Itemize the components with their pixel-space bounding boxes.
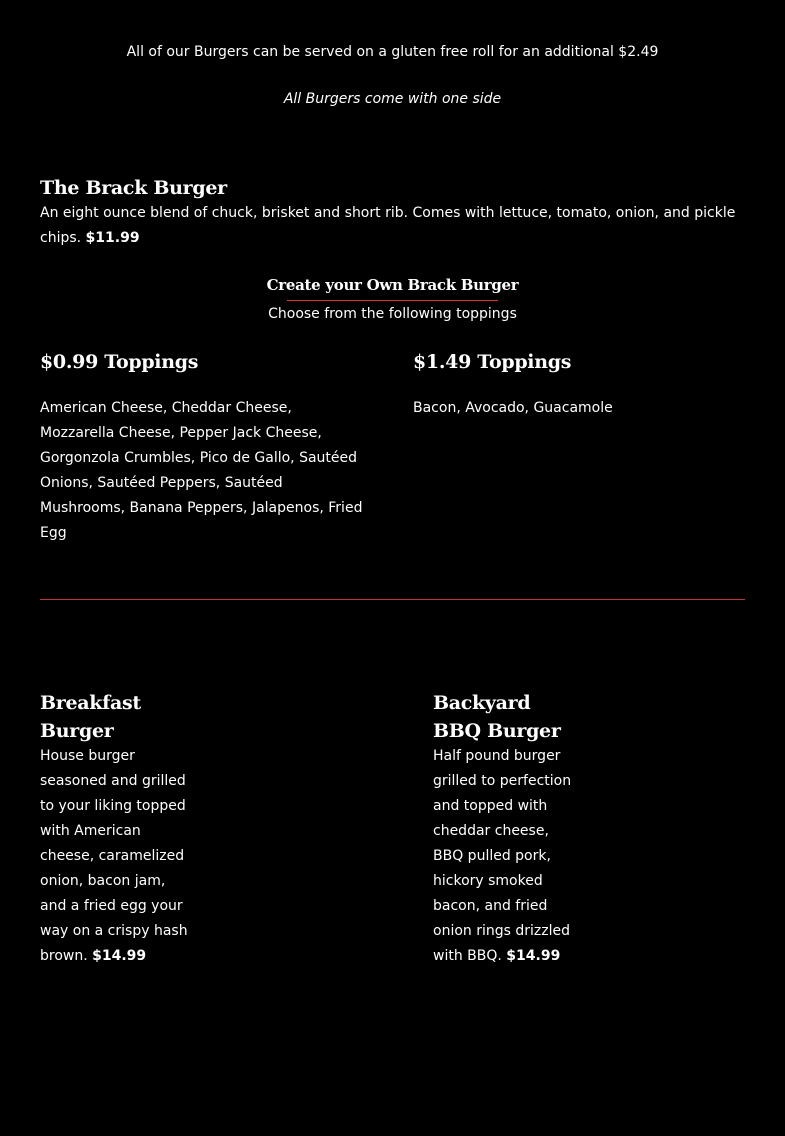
- bbq-burger-title: Backyard BBQ Burger: [433, 692, 561, 742]
- brack-burger-desc-text: An eight ounce blend of chuck, brisket and short rib. Comes with lettuce, tomato, onion, and pickle chips.: [40, 205, 736, 246]
- side-note: All Burgers come with one side: [283, 91, 502, 107]
- create-own-subtitle: Choose from the following toppings: [268, 306, 517, 322]
- toppings-149-heading: $1.49 Toppings: [413, 351, 572, 373]
- bbq-burger-price: $14.99: [506, 948, 561, 964]
- toppings-099-list: American Cheese, Cheddar Cheese, Mozzarella Cheese, Pepper Jack Cheese, Gorgonzola Crumbles, Pico de Gallo, Sautéed Onions, Sautéed Peppers, Sautéed Mushrooms, Banana Peppers, Jalapenos, Fried Egg: [40, 400, 363, 541]
- bbq-burger-desc-text: Half pound burger grilled to perfection and topped with cheddar cheese, BBQ pulled pork, hickory smoked bacon, and fried onion rings drizzled with BBQ.: [433, 748, 572, 964]
- breakfast-burger-desc-text: House burger seasoned and grilled to your liking topped with American cheese, caramelized onion, bacon jam, and a fried egg your way on a crispy hash brown.: [40, 748, 188, 964]
- breakfast-burger-title: Breakfast Burger: [40, 692, 141, 742]
- toppings-149-list: Bacon, Avocado, Guacamole: [413, 400, 613, 416]
- section-divider: [40, 599, 745, 600]
- breakfast-burger-price: $14.99: [92, 948, 147, 964]
- brack-burger-price: $11.99: [85, 230, 140, 246]
- brack-burger-description: [40, 201, 740, 251]
- create-own-underline: [287, 300, 498, 301]
- create-own-title: Create your Own Brack Burger: [266, 276, 519, 294]
- breakfast-burger-description: [40, 744, 190, 969]
- bbq-burger-description: [433, 744, 578, 969]
- toppings-099-heading: $0.99 Toppings: [40, 351, 199, 373]
- gluten-free-note: All of our Burgers can be served on a gluten free roll for an additional $2.49: [126, 44, 659, 60]
- brack-burger-title: The Brack Burger: [40, 177, 227, 199]
